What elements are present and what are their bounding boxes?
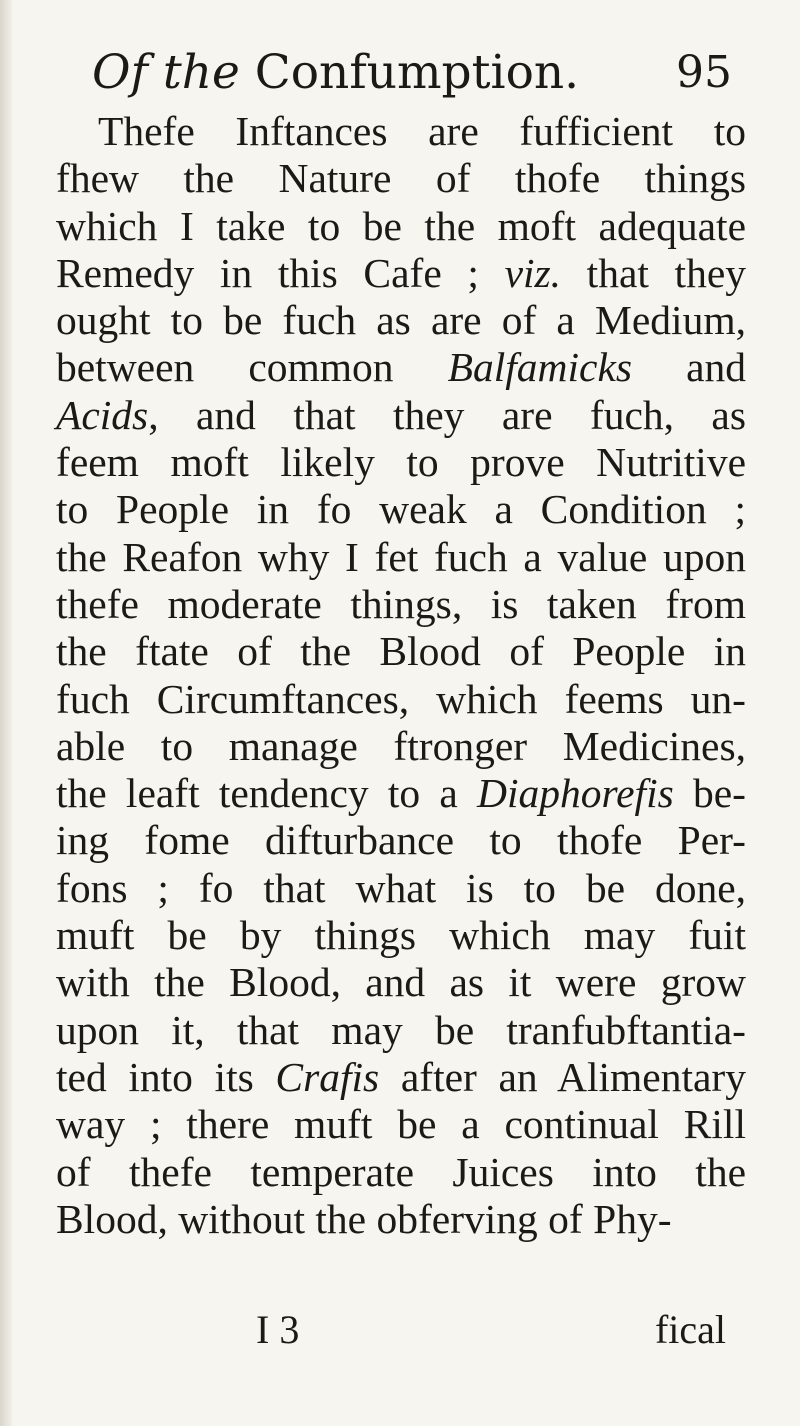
text-run: Blood, without the obferving of Phy- bbox=[56, 1195, 672, 1242]
text-line bbox=[56, 676, 746, 723]
text-line bbox=[56, 1196, 746, 1243]
page-edge bbox=[0, 0, 12, 1426]
text-line bbox=[56, 1149, 746, 1196]
italic-run: Crafis bbox=[275, 1053, 380, 1100]
text-run: that they bbox=[561, 249, 746, 296]
text-line bbox=[56, 155, 746, 202]
page-footer bbox=[56, 1305, 746, 1355]
text-run: , and that they are fuch, as bbox=[148, 391, 746, 438]
catchword: fical bbox=[654, 1307, 726, 1352]
text-run: the ftate of the Blood of People in bbox=[56, 628, 746, 675]
running-title bbox=[92, 38, 579, 108]
text-line bbox=[56, 770, 746, 817]
text-line bbox=[56, 344, 746, 391]
text-run: muft be by things which may fuit bbox=[56, 912, 746, 959]
text-line bbox=[56, 912, 746, 959]
text-line bbox=[56, 1007, 746, 1054]
text-line bbox=[56, 817, 746, 864]
text-run: ted into its bbox=[56, 1053, 276, 1100]
text-run: and bbox=[632, 344, 746, 391]
text-line bbox=[56, 628, 746, 675]
italic-run: Diaphorefis bbox=[477, 770, 674, 817]
text-line bbox=[56, 534, 746, 581]
signature-mark: I 3 bbox=[256, 1307, 300, 1352]
italic-run: Balfamicks bbox=[447, 344, 633, 391]
italic-run: viz. bbox=[504, 249, 562, 296]
text-run: which I take to be the moft adequate bbox=[56, 202, 746, 249]
text-line bbox=[56, 108, 746, 155]
text-run: to People in fo weak a Condition ; bbox=[56, 486, 746, 533]
title-prefix: Of the bbox=[92, 45, 240, 100]
text-line bbox=[56, 486, 746, 533]
text-line bbox=[56, 581, 746, 628]
text-line bbox=[56, 392, 746, 439]
text-run: fhew the Nature of thofe things bbox=[56, 155, 746, 202]
text-run: ought to be fuch as are of a Medium, bbox=[56, 297, 746, 344]
text-run: between common bbox=[56, 344, 448, 391]
text-run: upon it, that may be tranfubftantia- bbox=[56, 1006, 746, 1053]
text-run: Thefe Inftances are fufficient to bbox=[98, 108, 746, 154]
text-line bbox=[56, 439, 746, 486]
text-run: way ; there muft be a continual Rill bbox=[56, 1101, 746, 1148]
text-run: ing fome difturbance to thofe Per- bbox=[56, 817, 746, 864]
text-run: with the Blood, and as it were grow bbox=[56, 959, 746, 1006]
text-line bbox=[56, 723, 746, 770]
text-line bbox=[56, 959, 746, 1006]
text-run: after an Alimentary bbox=[379, 1053, 746, 1100]
text-run: fons ; fo that what is to be done, bbox=[56, 864, 746, 911]
text-line bbox=[56, 297, 746, 344]
running-header bbox=[92, 38, 732, 108]
text-run: of thefe temperate Juices into the bbox=[56, 1148, 746, 1195]
page-number: 95 bbox=[676, 47, 732, 98]
text-line bbox=[56, 1054, 746, 1101]
title-main: Confumption. bbox=[254, 45, 580, 100]
text-line bbox=[56, 203, 746, 250]
text-run: feem moft likely to prove Nutritive bbox=[56, 439, 746, 486]
text-run: be- bbox=[673, 770, 746, 817]
text-run: thefe moderate things, is taken from bbox=[56, 580, 746, 627]
text-run: the leaft tendency to a bbox=[56, 770, 478, 817]
text-run: Remedy in this Cafe ; bbox=[56, 249, 505, 296]
text-run: able to manage ftronger Medicines, bbox=[56, 722, 746, 769]
text-line bbox=[56, 865, 746, 912]
body-text bbox=[56, 108, 746, 1243]
italic-run: Acids bbox=[56, 391, 149, 438]
text-line bbox=[56, 1101, 746, 1148]
text-run: fuch Circumftances, which feems un- bbox=[56, 675, 746, 722]
text-line bbox=[56, 250, 746, 297]
text-run: the Reafon why I fet fuch a value upon bbox=[56, 533, 746, 580]
